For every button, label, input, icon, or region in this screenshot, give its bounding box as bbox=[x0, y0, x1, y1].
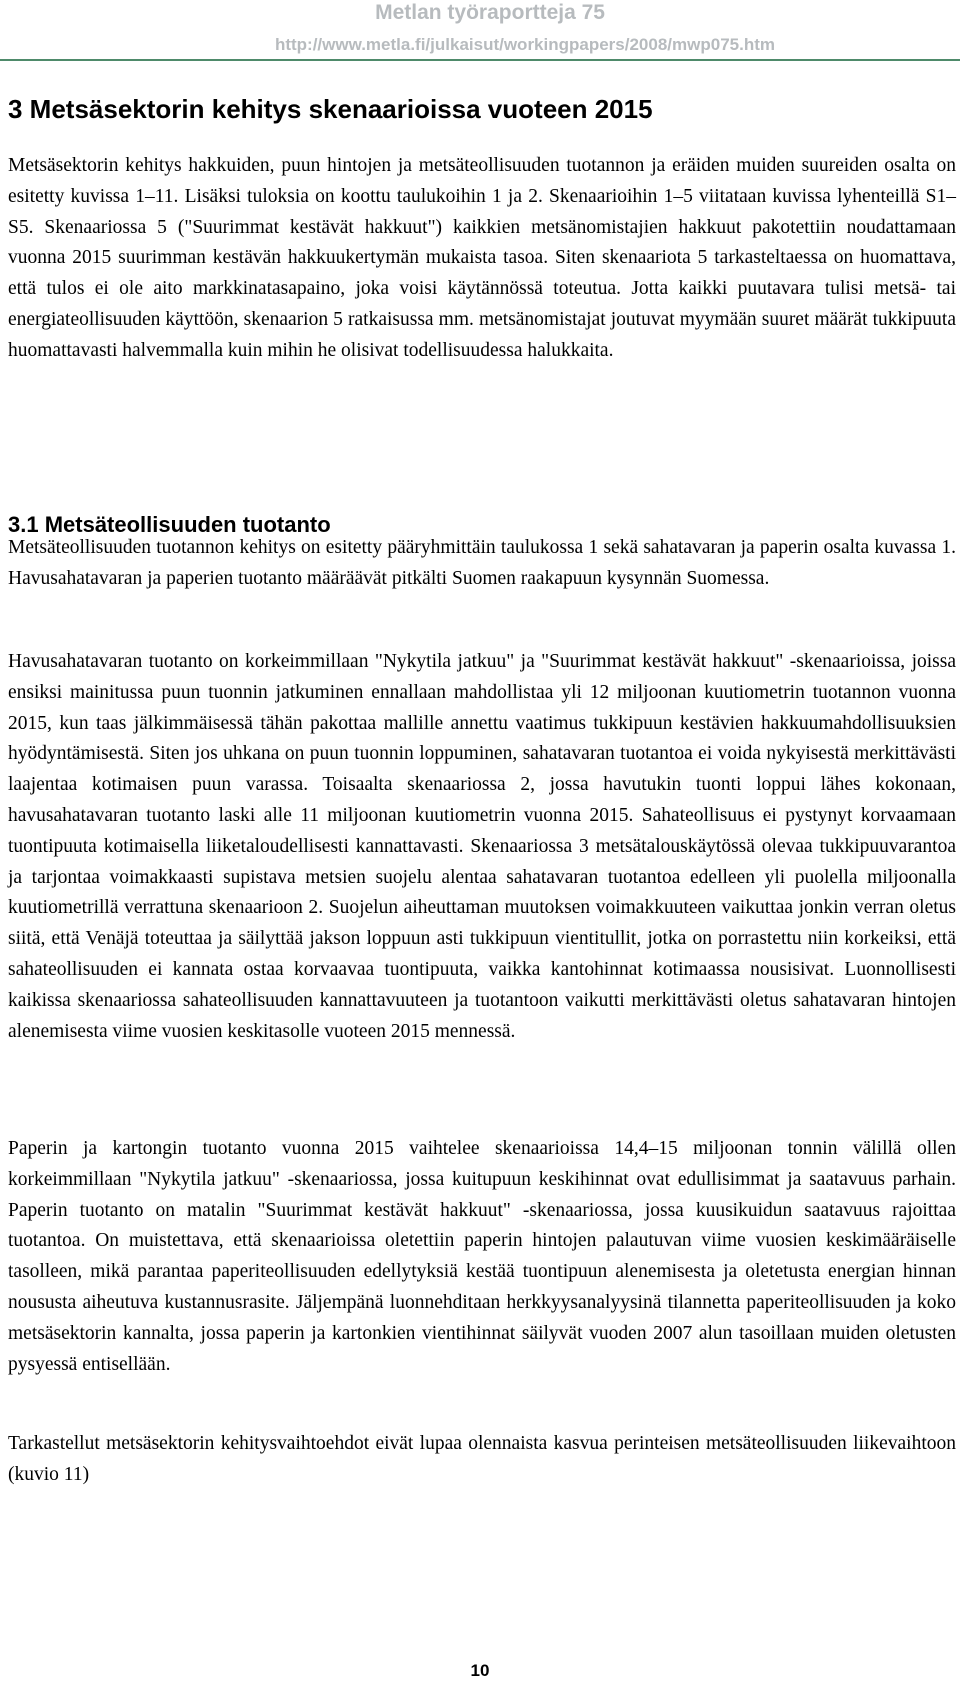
series-title: Metlan työraportteja 75 bbox=[375, 1, 605, 24]
body-paragraph-3: Paperin ja kartongin tuotanto vuonna 2015 vaihtelee skenaarioissa 14,4–15 miljoonan tonnin välillä ollen korkeimmillaan "Nykytila jatkuu" -skenaariossa, jossa kuitupuun keskihinnat ovat edullisimmat ja saatavuus parhain. Paperin tuotanto on matalin "Suurimmat kestävät hakkuut" -skenaariossa, jossa kuusikuidun saatavuus rajoittaa tuotantoa. On muistettava, että skenaarioissa oletettiin paperin hintojen palautuvan viime vuosien keskimääräiselle tasolleen, mikä parantaa paperiteollisuuden edellytyksiä kestää tuontipuun alenemisesta ja oletetusta energian hinnan noususta aiheutuva kustannusrasite. Jäljempänä luonnehditaan herkkyysanalyysinä tilannetta paperiteollisuuden ja koko metsäsektorin kannalta, jossa paperin ja kartonkien vientihinnat säilyvät vuoden 2007 alun tasoillaan muiden oletusten pysyessä entisellään. bbox=[8, 1138, 956, 1375]
intro-paragraph: Metsäsektorin kehitys hakkuiden, puun hintojen ja metsäteollisuuden tuotannon ja eräiden muiden suureiden osalta on esitetty kuvissa 1–11. Lisäksi tuloksia on koottu taulukoihin 1 ja 2. Skenaarioihin 1–5 viitataan kuvissa lyhenteillä S1–S5. Skenaariossa 5 ("Suurimmat kestävät hakkuut") kaikkien metsänomistajien hakkuut pakotettiin noudattamaan vuonna 2015 suurimman kestävän hakkuukertymän mukaista tasoa. Siten skenaariota 5 tarkasteltaessa on huomattava, että tulos ei ole aito markkinatasapaino, joka voisi käytännössä toteutua. Jotta kaikki puutavara tulisi metsä- tai energiateollisuuden käyttöön, skenaarion 5 ratkaisussa mm. metsänomistajat joutuvat myymään suuret määrät tukkipuuta huomattavasti halvemmalla kuin mihin he olisivat todellisuudessa halukkaita. bbox=[8, 155, 956, 361]
chapter-heading: 3 Metsäsektorin kehitys skenaarioissa vuoteen 2015 bbox=[8, 94, 653, 124]
body-paragraph-4: Tarkastellut metsäsektorin kehitysvaihtoehdot eivät lupaa olennaista kasvua perinteisen metsäteollisuuden liikevaihtoon (kuvio 11) bbox=[8, 1433, 956, 1485]
section-heading: 3.1 Metsäteollisuuden tuotanto bbox=[8, 512, 331, 537]
publication-url[interactable]: http://www.metla.fi/julkaisut/workingpapers/2008/mwp075.htm bbox=[274, 35, 775, 54]
body-paragraph-2: Havusahatavaran tuotanto on korkeimmillaan "Nykytila jatkuu" ja "Suurimmat kestävät hakkuut" -skenaarioissa, joissa ensiksi mainitussa puun tuonnin jatkuminen ennallaan mahdollistaa yli 12 miljoonan kuutiometrin tuotannon vuonna 2015, kun taas jälkimmäisessä tähän pakottaa mallille annettu vaatimus tukkipuun kestävien hakkuumahdollisuuksien hyödyntämisestä. Siten jos uhkana on puun tuonnin loppuminen, sahatavaran tuotantoa ei voida nykyisestä merkittävästi laajentaa kotimaisen puun varassa. Toisaalta skenaariossa 2, jossa havutukin tuonti loppui lähes kokonaan, havusahatavaran tuotanto laski alle 11 miljoonan kuutiometrin vuonna 2015. Sahateollisuus ei pystynyt korvaamaan tuontipuuta kotimaisella liiketaloudellisesti kannattavasti. Skenaariossa 3 metsätalouskäytössä olevaa tukkipuuvarantoa ja tarjontaa voimakkaasti supistava metsien suojelu alentaa sahatavaran tuotantoa edelleen yli puolella miljoonalla kuutiometrillä verrattuna skenaarioon 2. Suojelun aiheuttaman muutoksen voimakkuuteen vaikuttaa jonkin verran oletus siitä, että Venäjä toteuttaa ja säilyttää jakson loppuun asti tukkipuun vientitullit, jotka on porrastettu niin korkeiksi, että sahateollisuuden ei kannata ostaa korvaavaa tuontipuuta, vaikka kantohinnat kotimaassa nousisivat. Luonnollisesti kaikissa skenaariossa sahateollisuuden kannattavuuteen ja tuotantoon vaikutti merkittävästi oletus sahatavaran hintojen alenemisesta viime vuosien keskitasolle vuoteen 2015 mennessä. bbox=[8, 651, 956, 1042]
page-number: 10 bbox=[470, 1661, 490, 1680]
body-paragraph-1: Metsäteollisuuden tuotannon kehitys on esitetty pääryhmittäin taulukossa 1 sekä sahatavaran ja paperin osalta kuvassa 1. Havusahatavaran ja paperien tuotanto määräävät pitkälti Suomen raakapuun kysynnän Suomessa. bbox=[8, 537, 956, 589]
header-divider bbox=[0, 59, 960, 61]
